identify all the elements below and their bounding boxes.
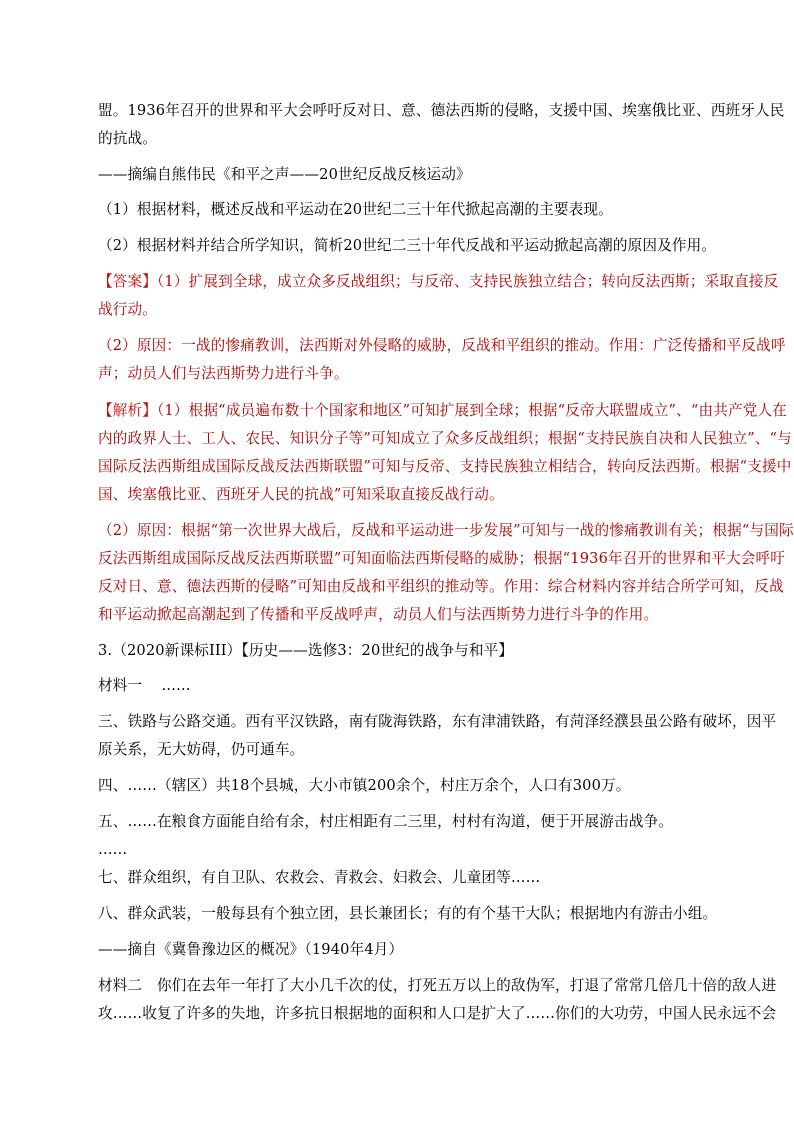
answer-line-4: 声；动员人们与法西斯势力进行斗争。 xyxy=(98,365,349,382)
material1-item-5: 五、……在粮食方面能自给有余，村庄相距有二三里，村村有沟道，便于开展游击战争。 xyxy=(98,813,674,830)
material1-ellipsis-line: …… xyxy=(98,841,128,858)
intro-line-2: 的抗战。 xyxy=(98,130,157,147)
analysis-line-7: 反对日、意、德法西斯的侵略”可知由反战和平组织的推动等。作用：综合材料内容并结合所学可知，反战 xyxy=(98,578,784,595)
material1-ellipsis: …… xyxy=(161,677,191,694)
source-citation-2: ——摘自《冀鲁豫边区的概况》（1940年4月） xyxy=(98,941,404,958)
material2-line-1: 材料二 你们在去年一年打了大小几千次的仗，打死五万以上的敌伪军，打退了常常几倍几十倍的敌人进 xyxy=(98,977,777,994)
intro-line-1: 盟。1936年召开的世界和平大会呼吁反对日、意、德法西斯的侵略，支援中国、埃塞俄比亚、西班牙人民 xyxy=(98,102,785,119)
answer-tag: 【答案】 xyxy=(98,273,157,290)
question3-heading: 3.（2020新课标III）【历史——选修3：20世纪的战争与和平】 xyxy=(98,642,514,659)
material1-label: 材料一 xyxy=(98,677,143,694)
answer-text: （1）扩展到全球，成立众多反战组织；与反帝、支持民族独立结合；转向反法西斯；采取直接反 xyxy=(156,273,779,290)
analysis-line-8: 和平运动掀起高潮起到了传播和平反战呼声，动员人们与法西斯势力进行斗争的作用。 xyxy=(98,606,659,623)
analysis-line-2: 内的政界人士、工人、农民、知识分子等”可知成立了众多反战组织；根据“支持民族自决和人民独立”、“与 xyxy=(98,430,792,447)
analysis-line-4: 国、埃塞俄比亚、西班牙人民的抗战”可知采取直接反战行动。 xyxy=(98,486,504,503)
material1-item-8: 八、群众武装，一般每县有个独立团，县长兼团长；有的有个基干大队；根据地内有游击小组。 xyxy=(98,905,718,922)
answer-line-3: （2）原因：一战的惨痛教训，法西斯对外侵略的威胁，反战和平组织的推动。作用：广泛传播和平反战呼 xyxy=(98,337,786,354)
material1-item-7: 七、群众组织，有自卫队、农救会、青救会、妇救会、儿童团等…… xyxy=(98,869,541,886)
source-citation-1: ——摘编自熊伟民《和平之声——20世纪反战反核运动》 xyxy=(98,166,471,183)
material1-item-4: 四、……（辖区）共18个县城，大小市镇200余个，村庄万余个，人口有300万。 xyxy=(98,777,631,794)
material1-heading xyxy=(98,676,738,696)
material2-line-2: 攻……收复了许多的失地，许多抗日根据地的面积和人口是扩大了……你们的大功劳，中国人民永远不会 xyxy=(98,1005,777,1022)
material1-item-3a: 三、铁路与公路交通。西有平汉铁路，南有陇海铁路，东有津浦铁路，有菏泽经濮县虽公路有破坏，因平 xyxy=(98,713,777,730)
question-1: （1）根据材料，概述反战和平运动在20世纪二三十年代掀起高潮的主要表现。 xyxy=(98,201,613,218)
analysis-line-3: 国际反法西斯组成国际反战反法西斯联盟”可知与反帝、支持民族独立相结合，转向反法西斯。根据“支援中 xyxy=(98,458,792,475)
answer-line-2: 战行动。 xyxy=(98,301,157,318)
analysis-text: （1）根据“成员遍布数十个国家和地区”可知扩展到全球；根据“反帝大联盟成立”、“由共产党人在 xyxy=(156,402,787,419)
question-2: （2）根据材料并结合所学知识，简析20世纪二三十年代反战和平运动掀起高潮的原因及作用。 xyxy=(98,237,717,254)
analysis-tag: 【解析】 xyxy=(98,402,157,419)
analysis-line-6: 反法西斯组成国际反战反法西斯联盟”可知面临法西斯侵略的威胁；根据“1936年召开的世界和平大会呼吁 xyxy=(98,550,785,567)
analysis-line-5: （2）原因：根据“第一次世界大战后，反战和平运动进一步发展”可知与一战的惨痛教训有关；根据“与国际 xyxy=(98,522,794,539)
material1-item-3b: 原关系，无大妨碍，仍可通车。 xyxy=(98,741,305,758)
analysis-line-1 xyxy=(98,401,787,421)
answer-line-1 xyxy=(98,272,779,292)
